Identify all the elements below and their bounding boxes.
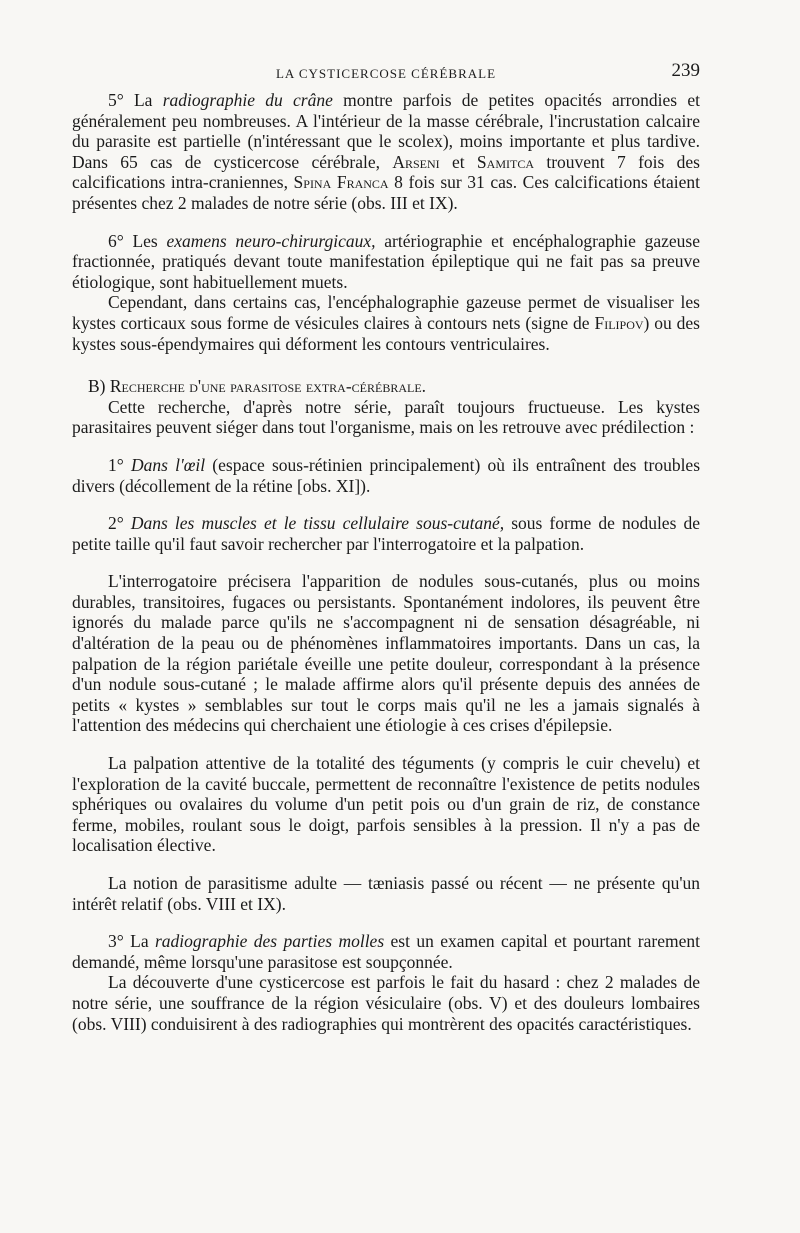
paragraph-interrogatoire: L'interrogatoire précisera l'apparition de nodules sous-cutanés, plus ou moins durables, transitoires, fugaces ou persistants. Spontanément indolores, ils peuvent être ignorés du malade parce qu'ils ne s'accompagnent ni de sensation désagréable, ni d'altération de la peau ou de phénomènes inflammatoires importants. Dans un cas, la palpation de la région pariétale éveille une petite douleur, correspondant à la présence d'un nodule sous-cutané ; le malade affirme alors qu'il présente depuis des années de petits « kystes » semblables sur tout le corps mais qu'il ne les a jamais signalés à l'attention des médecins qui cherchaient une étiologie à ces crises d'épilepsie. bbox=[72, 571, 700, 736]
text: trouvent 7 fois des calcifications intra-craniennes, bbox=[72, 151, 700, 193]
paragraph-cependant bbox=[72, 292, 700, 354]
item-number: 5° La bbox=[108, 90, 163, 110]
text: artériographie et encéphalographie gazeuse fractionnée, pratiqués devant toute manifestation épileptique qui ne fait pas sa preuve étiologique, sont habituellement muets. bbox=[72, 230, 700, 292]
text: 8 fois sur 31 cas. Ces calcifications étaient présentes chez 2 malades de notre série (obs. III et IX). bbox=[72, 172, 700, 213]
item-number: 2° bbox=[108, 513, 131, 534]
paragraph-recherche: Cette recherche, d'après notre série, paraît toujours fructueuse. Les kystes parasitaires peuvent siéger dans tout l'organisme, mais on les retrouve avec prédilection : bbox=[72, 396, 700, 438]
item-number: 3° La bbox=[108, 931, 155, 952]
author-name: Samitca bbox=[476, 151, 534, 172]
paragraph-examens-neuro bbox=[72, 231, 700, 293]
paragraph-muscles bbox=[72, 513, 700, 554]
text: montre parfois de petites opacités arrondies et généralement peu nombreuses. A l'intérieur de la masse cérébrale, l'incrustation calcaire du parasite est partielle (n'intéressant que le scolex), moins importante et plus tardive. Dans 65 cas de cysticercose cérébrale, bbox=[72, 90, 700, 172]
paragraph-parasitisme: La notion de parasitisme adulte — tæniasis passé ou récent — ne présente qu'un intérêt relatif (obs. VIII et IX). bbox=[72, 873, 700, 914]
section-label: B) bbox=[88, 376, 110, 397]
text: sous forme de nodules de petite taille qu'il faut savoir rechercher par l'interrogatoire et la palpation. bbox=[72, 513, 700, 554]
section-heading-b bbox=[72, 376, 700, 397]
text: ) ou des kystes sous-épendymaires qui déforment les contours ventriculaires. bbox=[72, 312, 700, 354]
topic-italic: examens neuro-chirurgicaux, bbox=[166, 230, 376, 251]
text: Cependant, dans certains cas, l'encéphalographie gazeuse permet de visualiser les kystes corticaux sous forme de vésicules claires à contours nets (signe de bbox=[72, 292, 700, 333]
item-number: 1° bbox=[108, 454, 131, 475]
topic-italic: Dans l'œil bbox=[130, 454, 206, 475]
topic-italic: radiographie du crâne bbox=[162, 90, 333, 110]
running-title: LA CYSTICERCOSE CÉRÉBRALE bbox=[275, 66, 497, 81]
author-name: Arseni bbox=[392, 151, 440, 172]
topic-italic: Dans les muscles et le tissu cellulaire sous-cutané, bbox=[130, 513, 505, 534]
text: et bbox=[439, 151, 477, 172]
paragraph-decouverte: La découverte d'une cysticercose est parfois le fait du hasard : chez 2 malades de notre série, une souffrance de la région vésiculaire (obs. V) et des douleurs lombaires (obs. VIII) conduisirent à des radiographies qui montrèrent des opacités caractéristiques. bbox=[72, 972, 700, 1034]
paragraph-oeil bbox=[72, 455, 700, 496]
text: (espace sous-rétinien principalement) où ils entraînent des troubles divers (décollement de la rétine [obs. XI]). bbox=[72, 454, 701, 496]
paragraph-radiographie-parties-molles bbox=[72, 931, 700, 972]
page-number: 239 bbox=[671, 60, 700, 81]
author-name: Filipov bbox=[594, 312, 644, 333]
page bbox=[72, 60, 700, 1034]
text: est un examen capital et pourtant rarement demandé, même lorsqu'une parasitose est soupçonnée. bbox=[72, 931, 700, 972]
paragraph-palpation: La palpation attentive de la totalité des téguments (y compris le cuir chevelu) et l'exploration de la cavité buccale, permettent de reconnaître l'existence de petits nodules sphériques ou ovalaires du volume d'un petit pois ou d'un grain de riz, de constance ferme, mobiles, roulant sous le doigt, parfois sensibles à la pression. Il n'y a pas de localisation élective. bbox=[72, 753, 700, 856]
page-header bbox=[72, 60, 700, 90]
paragraph-radiographie-crane bbox=[72, 90, 700, 214]
item-number: 6° Les bbox=[108, 230, 167, 251]
topic-italic: radiographie des parties molles bbox=[154, 931, 385, 952]
author-name: Spina Franca bbox=[293, 172, 389, 193]
section-title: Recherche d'une parasitose extra-cérébrale. bbox=[109, 376, 427, 397]
